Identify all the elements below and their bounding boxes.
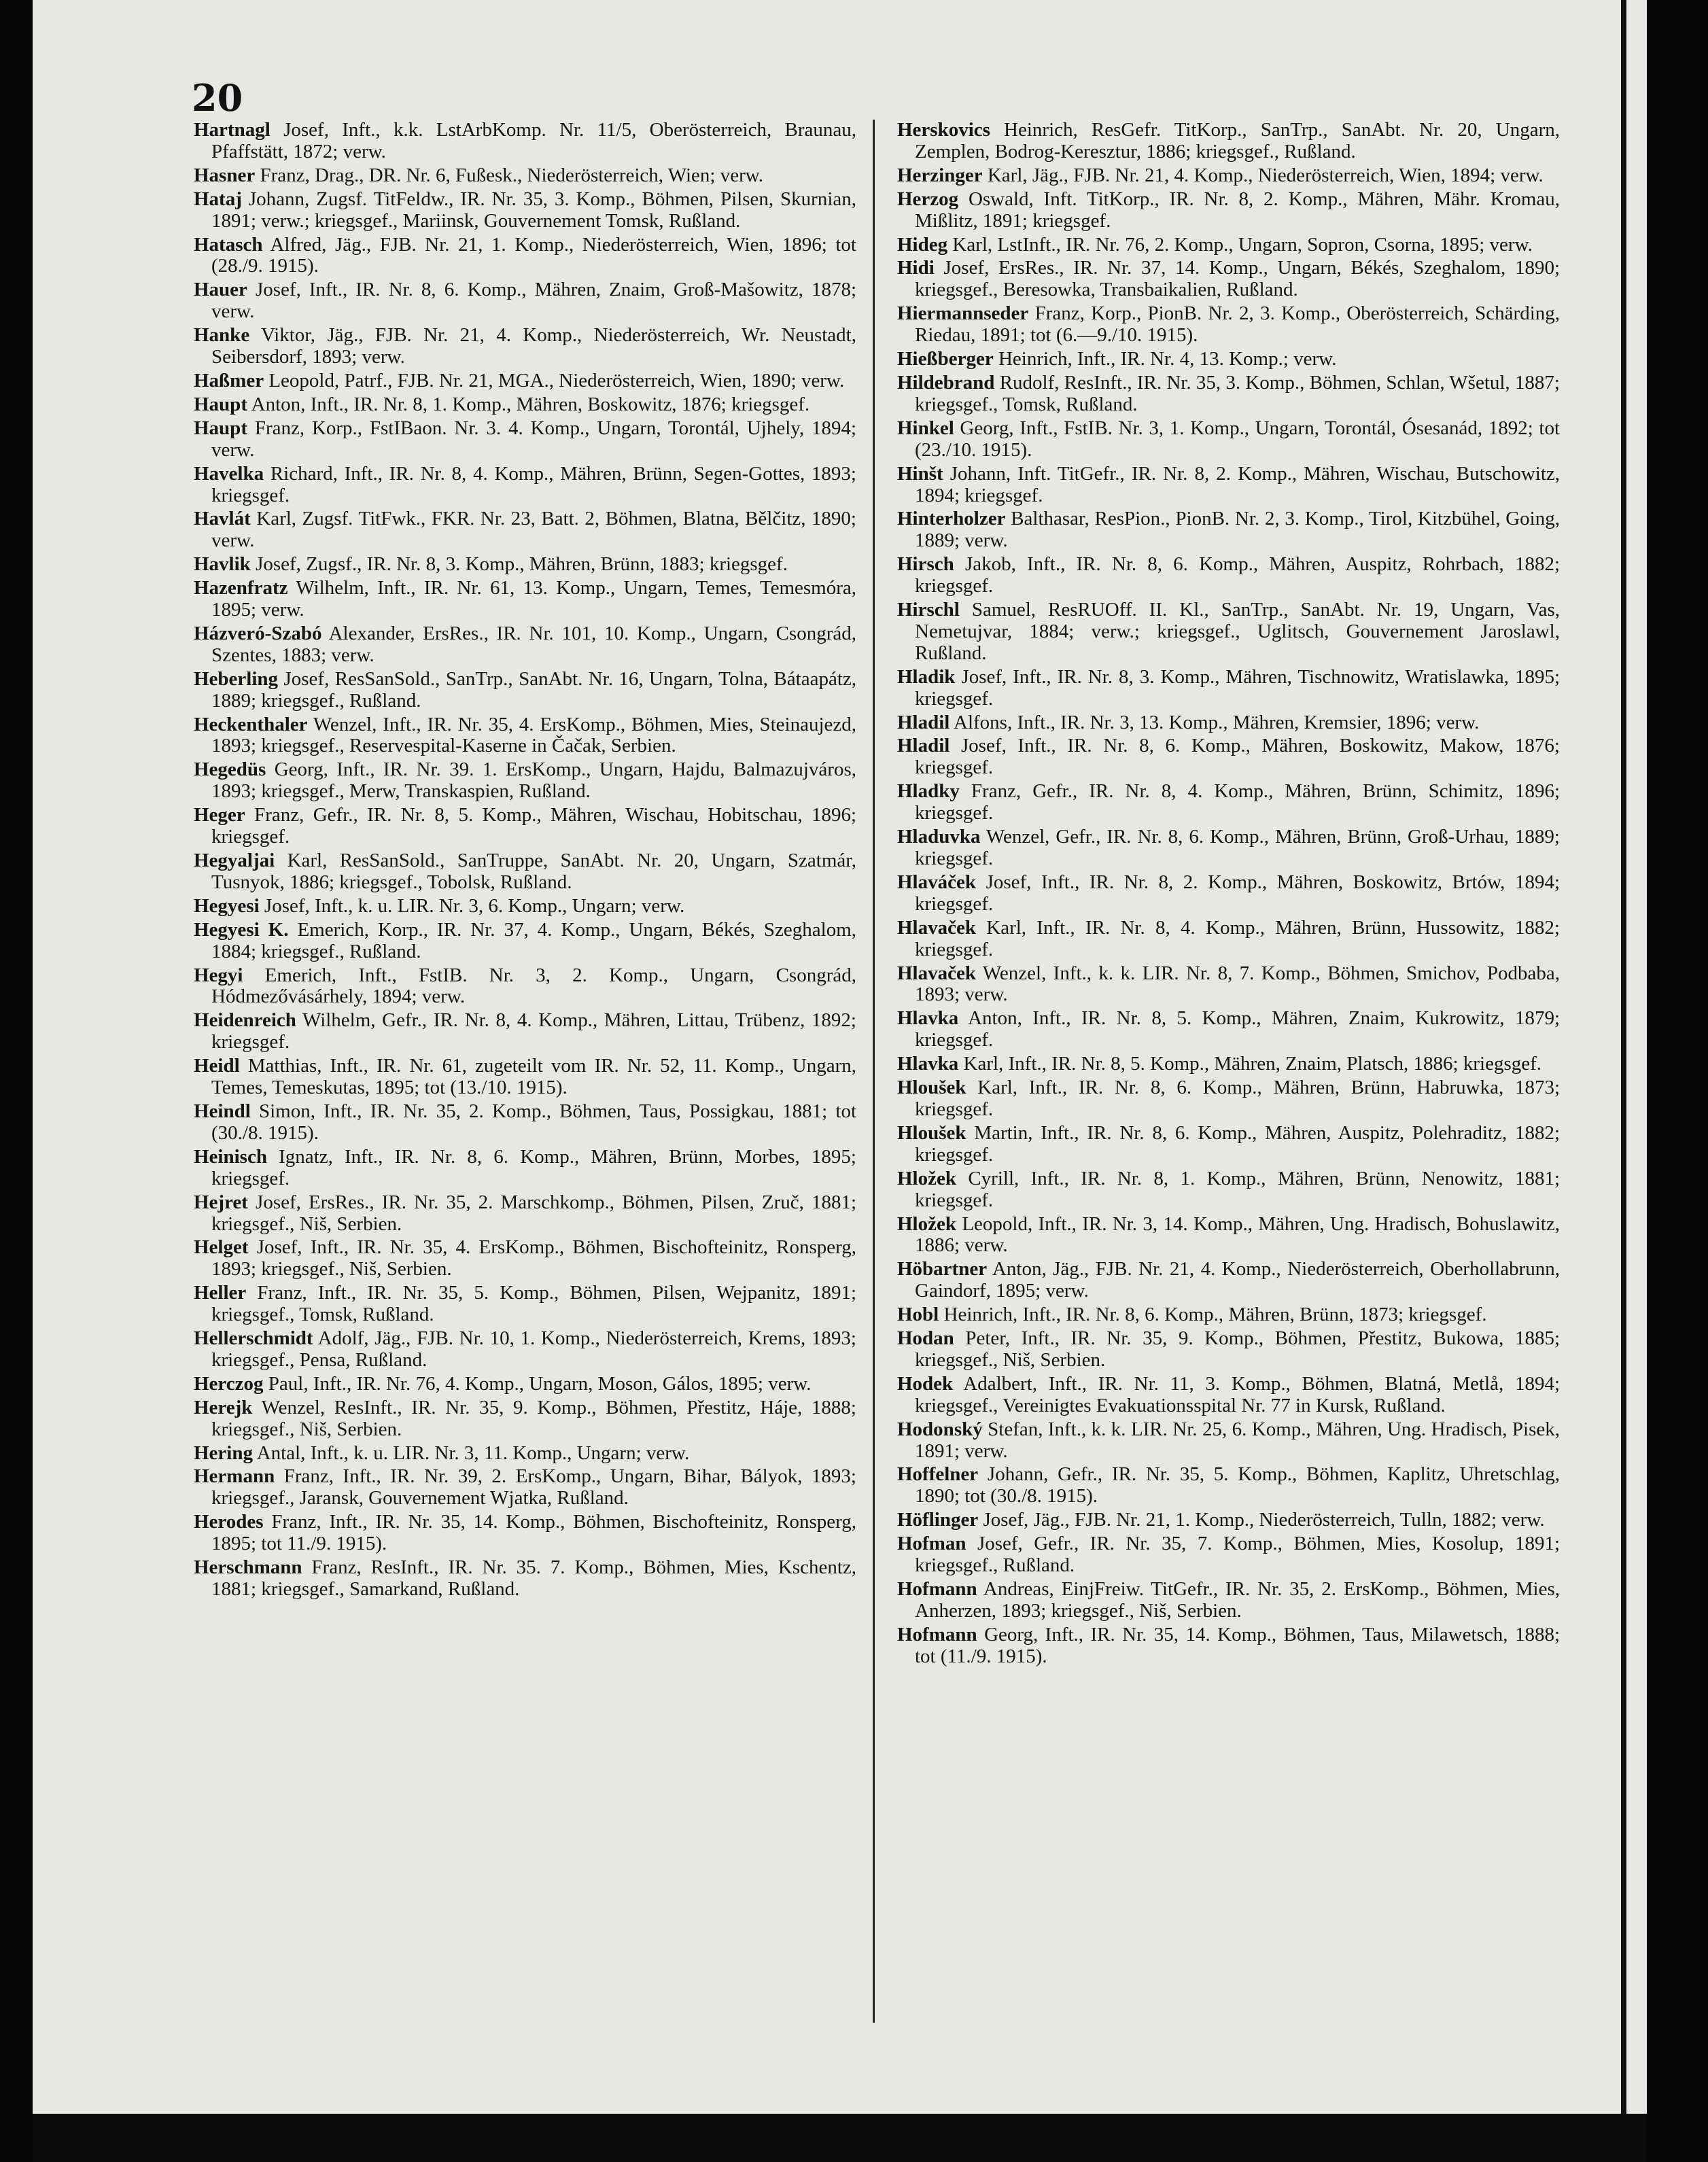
entry-surname: Höflinger — [897, 1509, 979, 1531]
entry-details: Adalbert, Inft., IR. Nr. 11, 3. Komp., Böhmen, Blatná, Metlå, 1894; kriegsgef., Vereinigtes Evakuationsspital Nr. 77 in Kursk, Rußland. — [915, 1372, 1560, 1416]
entry-details: Matthias, Inft., IR. Nr. 61, zugeteilt vom IR. Nr. 52, 11. Komp., Ungarn, Temes, Temeskutas, 1895; tot (13./10. 1915). — [211, 1055, 857, 1099]
entry-details: Wenzel, ResInft., IR. Nr. 35, 9. Komp., Böhmen, Přestitz, Háje, 1888; kriegsgef., Niš, Serbien. — [211, 1396, 856, 1440]
entry-details: Adolf, Jäg., FJB. Nr. 10, 1. Komp., Niederösterreich, Krems, 1893; kriegsgef., Pensa, Rußland. — [211, 1327, 856, 1371]
entry-surname: Hataj — [194, 188, 242, 210]
entry — [194, 1512, 856, 1555]
entry-surname: Hiermannseder — [897, 302, 1029, 325]
entry-surname: Herejk — [194, 1396, 253, 1418]
entry — [194, 370, 856, 392]
entry — [897, 599, 1560, 665]
entry — [897, 189, 1560, 232]
entry — [897, 1168, 1560, 1212]
entry-details: Alexander, ErsRes., IR. Nr. 101, 10. Komp., Ungarn, Csongrád, Szentes, 1883; verw. — [211, 622, 856, 666]
entry-surname: Havlik — [194, 553, 251, 576]
entry-details: Wilhelm, Inft., IR. Nr. 61, 13. Komp., Ungarn, Temes, Temesmóra, 1895; verw. — [211, 577, 856, 621]
entry-details: Josef, ErsRes., IR. Nr. 37, 14. Komp., Ungarn, Békés, Szeghalom, 1890; kriegsgef., Beresowka, Transbaikalien, Rußland. — [915, 257, 1561, 301]
entry-details: Karl, ResSanSold., SanTruppe, SanAbt. Nr. 20, Ungarn, Szatmár, Tusnyok, 1886; kriegsgef., Tobolsk, Rußland. — [211, 850, 857, 893]
entry — [194, 394, 856, 416]
entry — [897, 1123, 1560, 1166]
entry-details: Josef, Inft., k.k. LstArbKomp. Nr. 11/5, Oberösterreich, Braunau, Pfaffstätt, 1872; verw. — [211, 119, 857, 162]
entry-surname: Hinšt — [897, 462, 943, 485]
entry — [897, 303, 1560, 347]
entry — [194, 623, 856, 667]
entry-details: Emerich, Inft., FstIB. Nr. 3, 2. Komp., Ungarn, Csongrád, Hódmezővásárhely, 1894; verw. — [211, 964, 856, 1008]
entry-details: Franz, Drag., DR. Nr. 6, Fußesk., Niederösterreich, Wien; verw. — [260, 164, 764, 186]
entry — [897, 872, 1560, 916]
entry-details: Samuel, ResRUOff. II. Kl., SanTrp., SanAbt. Nr. 19, Ungarn, Vas, Nemetujvar, 1884; verw.; kriegsgef., Uglitsch, Gouvernement Jaroslawl, Rußland. — [915, 599, 1560, 664]
entry — [897, 349, 1560, 370]
entry-surname: Hellerschmidt — [194, 1327, 313, 1350]
entry-details: Georg, Inft., IR. Nr. 39. 1. ErsKomp., Ungarn, Hajdu, Balmazujváros, 1893; kriegsgef., Merw, Transkaspien, Rußland. — [211, 759, 857, 803]
entry-surname: Hlavka — [897, 1007, 959, 1030]
entry — [897, 667, 1560, 710]
entry-details: Oswald, Inft. TitKorp., IR. Nr. 8, 2. Komp., Mähren, Mähr. Kromau, Mißlitz, 1891; kriegsgef. — [915, 188, 1561, 232]
entry-details: Karl, Inft., IR. Nr. 8, 6. Komp., Mähren, Brünn, Habruwka, 1873; kriegsgef. — [915, 1077, 1560, 1120]
entry-surname: Hoffelner — [897, 1463, 979, 1486]
entry-surname: Haupt — [194, 393, 247, 415]
entry-surname: Hegedüs — [194, 759, 266, 781]
entry-details: Josef, Inft., IR. Nr. 8, 3. Komp., Mähren, Tischnowitz, Wratislawka, 1895; kriegsgef. — [915, 665, 1561, 710]
entry-surname: Hložek — [897, 1167, 956, 1189]
entry — [897, 464, 1560, 507]
entry-surname: Heberling — [194, 667, 279, 690]
entry — [194, 1101, 856, 1145]
entry — [194, 1237, 856, 1280]
entry — [194, 1374, 856, 1395]
entry-surname: Helget — [194, 1236, 249, 1259]
entry — [194, 965, 856, 1009]
entry-surname: Haupt — [194, 417, 247, 439]
entry-details: Simon, Inft., IR. Nr. 35, 2. Komp., Böhmen, Taus, Possigkau, 1881; tot (30./8. 1915). — [211, 1100, 856, 1144]
entry — [897, 781, 1560, 824]
entry-surname: Hobl — [897, 1304, 939, 1326]
entry-surname: Hejret — [194, 1191, 248, 1213]
entry-surname: Hinterholzer — [897, 508, 1006, 530]
entry-details: Wilhelm, Gefr., IR. Nr. 8, 4. Komp., Mähren, Littau, Trübenz, 1892; kriegsgef. — [211, 1009, 856, 1053]
entry-details: Peter, Inft., IR. Nr. 35, 9. Komp., Böhmen, Přestitz, Bukowa, 1885; kriegsgef., Niš, Serbien. — [915, 1327, 1560, 1371]
entry — [897, 712, 1560, 734]
entry-surname: Heidenreich — [194, 1009, 296, 1032]
entry-details: Karl, LstInft., IR. Nr. 76, 2. Komp., Ungarn, Sopron, Csorna, 1895; verw. — [952, 233, 1533, 256]
entry-details: Leopold, Patrf., FJB. Nr. 21, MGA., Niederösterreich, Wien, 1890; verw. — [268, 369, 845, 391]
entry-details: Josef, ResSanSold., SanTrp., SanAbt. Nr. 16, Ungarn, Tolna, Bátaapátz, 1889; kriegsgef., Rußland. — [211, 667, 857, 712]
entry — [897, 1374, 1560, 1417]
entry — [194, 1328, 856, 1372]
entry-surname: Hegyi — [194, 964, 243, 986]
entry-details: Josef, Inft., IR. Nr. 8, 2. Komp., Mähren, Boskowitz, Brtów, 1894; kriegsgef. — [915, 871, 1561, 915]
entry-surname: Heidl — [194, 1055, 240, 1077]
entry-details: Karl, Inft., IR. Nr. 8, 5. Komp., Mähren, Znaim, Platsch, 1886; kriegsgef. — [963, 1053, 1542, 1075]
entry-surname: Hodek — [897, 1372, 954, 1395]
entry — [897, 1510, 1560, 1531]
entry-surname: Hegyesi — [194, 894, 260, 917]
entry-surname: Hložek — [897, 1213, 956, 1235]
entry-surname: Haßmer — [194, 369, 264, 391]
entry — [897, 1259, 1560, 1302]
entry-surname: Herodes — [194, 1511, 264, 1533]
entry-details: Franz, Gefr., IR. Nr. 8, 4. Komp., Mähren, Brünn, Schimitz, 1896; kriegsgef. — [915, 780, 1561, 824]
entry-details: Josef, Inft., IR. Nr. 35, 4. ErsKomp., Böhmen, Bischofteinitz, Ronsperg, 1893; kriegsgef., Niš, Serbien. — [211, 1236, 856, 1280]
entry — [897, 963, 1560, 1007]
entry-details: Stefan, Inft., k. k. LIR. Nr. 25, 6. Komp., Mähren, Ung. Hradisch, Pisek, 1891; verw. — [915, 1418, 1560, 1462]
entry — [194, 234, 856, 278]
entry-surname: Hlavaček — [897, 962, 976, 984]
entry — [897, 1214, 1560, 1257]
entry-surname: Herzinger — [897, 164, 983, 186]
entry-surname: Hirschl — [897, 599, 960, 621]
entry-surname: Hladuvka — [897, 826, 981, 848]
left-column — [194, 120, 856, 1603]
entry-details: Heinrich, ResGefr. TitKorp., SanTrp., SanAbt. Nr. 20, Ungarn, Zemplen, Bodrog-Keresztur, 1886; kriegsgef., Rußland. — [915, 119, 1560, 162]
entry-details: Karl, Zugsf. TitFwk., FKR. Nr. 23, Batt. 2, Böhmen, Blatna, Bělčitz, 1890; verw. — [211, 508, 856, 552]
entry-details: Heinrich, Inft., IR. Nr. 8, 6. Komp., Mähren, Brünn, 1873; kriegsgef. — [943, 1304, 1487, 1326]
entry-surname: Hofmann — [897, 1578, 977, 1600]
entry-surname: Havlát — [194, 508, 251, 530]
entry-details: Wenzel, Gefr., IR. Nr. 8, 6. Komp., Mähren, Brünn, Groß-Urhau, 1889; kriegsgef. — [915, 826, 1560, 869]
entry-details: Jakob, Inft., IR. Nr. 8, 6. Komp., Mähren, Auspitz, Rohrbach, 1882; kriegsgef. — [915, 553, 1561, 597]
entry-surname: Heckenthaler — [194, 713, 308, 735]
entry-surname: Hofmann — [897, 1623, 977, 1645]
entry-details: Heinrich, Inft., IR. Nr. 4, 13. Komp.; verw. — [998, 348, 1337, 370]
entry-surname: Hlaváček — [897, 871, 976, 893]
entry-surname: Házveró-Szabó — [194, 622, 322, 644]
entry — [194, 1010, 856, 1053]
entry — [194, 165, 856, 187]
entry-details: Balthasar, ResPion., PionB. Nr. 2, 3. Komp., Tirol, Kitzbühel, Going, 1889; verw. — [915, 508, 1560, 552]
entry-details: Josef, Gefr., IR. Nr. 35, 7. Komp., Böhmen, Mies, Kosolup, 1891; kriegsgef., Rußland. — [915, 1533, 1560, 1577]
entry — [897, 372, 1560, 416]
entry — [194, 805, 856, 848]
entry-surname: Hermann — [194, 1465, 275, 1488]
entry-surname: Heger — [194, 804, 245, 826]
entry-details: Andreas, EinjFreiw. TitGefr., IR. Nr. 35, 2. ErsKomp., Böhmen, Mies, Anherzen, 1893; kriegsgef., Niš, Serbien. — [915, 1578, 1560, 1622]
entry-details: Karl, Inft., IR. Nr. 8, 4. Komp., Mähren, Brünn, Hussowitz, 1882; kriegsgef. — [915, 916, 1560, 960]
entry-surname: Hegyesi K. — [194, 918, 289, 941]
entry — [897, 1328, 1560, 1372]
entry-surname: Hlavaček — [897, 916, 976, 939]
entry-details: Antal, Inft., k. u. LIR. Nr. 3, 11. Komp., Ungarn; verw. — [256, 1442, 690, 1464]
entry-details: Johann, Zugsf. TitFeldw., IR. Nr. 35, 3. Komp., Böhmen, Pilsen, Skurnian, 1891; verw.; kriegsgef., Mariinsk, Gouvernement Tomsk, Rußland. — [211, 188, 856, 232]
entry-surname: Hirsch — [897, 553, 954, 576]
entry — [194, 1443, 856, 1465]
entry — [897, 1419, 1560, 1463]
entry — [897, 1464, 1560, 1507]
entry — [194, 578, 856, 621]
entry — [194, 279, 856, 323]
entry-details: Viktor, Jäg., FJB. Nr. 21, 4. Komp., Niederösterreich, Wr. Neustadt, Seibersdorf, 1893; verw. — [211, 324, 856, 368]
right-column — [897, 120, 1560, 1670]
entry-details: Anton, Inft., IR. Nr. 8, 1. Komp., Mähren, Boskowitz, 1876; kriegsgef. — [251, 393, 810, 415]
entry-details: Franz, Inft., IR. Nr. 39, 2. ErsKomp., Ungarn, Bihar, Bályok, 1893; kriegsgef., Jaransk, Gouvernement Wjatka, Rußland. — [211, 1465, 856, 1510]
entry-details: Paul, Inft., IR. Nr. 76, 4. Komp., Ungarn, Moson, Gálos, 1895; verw. — [268, 1372, 812, 1395]
entry — [194, 1397, 856, 1441]
entry-details: Franz, Korp., PionB. Nr. 2, 3. Komp., Oberösterreich, Schärding, Riedau, 1891; tot (6.—9./10. 1915). — [915, 302, 1560, 347]
entry — [897, 418, 1560, 461]
entry — [897, 258, 1560, 301]
entry-surname: Heinisch — [194, 1145, 267, 1168]
entry-details: Josef, Zugsf., IR. Nr. 8, 3. Komp., Mähren, Brünn, 1883; kriegsgef. — [256, 553, 788, 576]
entry-surname: Hildebrand — [897, 371, 995, 394]
entry-surname: Herzog — [897, 188, 959, 210]
entry-surname: Heindl — [194, 1100, 251, 1122]
entry-surname: Hießberger — [897, 348, 994, 370]
entry — [897, 826, 1560, 870]
entry-details: Georg, Inft., FstIB. Nr. 3, 1. Komp., Ungarn, Torontál, Ósesanád, 1892; tot (23./10. 1915). — [915, 417, 1560, 461]
entry — [897, 1579, 1560, 1622]
entry-surname: Hazenfratz — [194, 577, 288, 599]
entry — [194, 554, 856, 576]
entry — [897, 508, 1560, 552]
entry-surname: Hofman — [897, 1533, 966, 1555]
entry-surname: Hideg — [897, 233, 948, 256]
entry-details: Cyrill, Inft., IR. Nr. 8, 1. Komp., Mähren, Brünn, Nenowitz, 1881; kriegsgef. — [915, 1167, 1561, 1211]
entry-details: Alfons, Inft., IR. Nr. 3, 13. Komp., Mähren, Kremsier, 1896; verw. — [954, 711, 1480, 733]
entry — [194, 1056, 856, 1099]
entry — [194, 1557, 856, 1601]
entry-surname: Hodan — [897, 1327, 954, 1350]
entry-details: Leopold, Inft., IR. Nr. 3, 14. Komp., Mähren, Ung. Hradisch, Bohuslawitz, 1886; verw. — [915, 1213, 1560, 1257]
entry-details: Josef, Inft., IR. Nr. 8, 6. Komp., Mähren, Znaim, Groß-Mašowitz, 1878; verw. — [211, 279, 856, 323]
entry — [194, 1466, 856, 1510]
entry-surname: Hinkel — [897, 417, 954, 439]
entry — [897, 1008, 1560, 1051]
entry — [194, 508, 856, 552]
entry-surname: Hlavka — [897, 1053, 959, 1075]
entry-surname: Hloušek — [897, 1077, 966, 1099]
entry-details: Johann, Gefr., IR. Nr. 35, 5. Komp., Böhmen, Kaplitz, Uhretschlag, 1890; tot (30./8. 1915). — [915, 1463, 1561, 1507]
scan-shadow — [33, 2114, 1647, 2162]
entry — [897, 234, 1560, 256]
entry — [897, 165, 1560, 187]
entry-surname: Hladky — [897, 780, 960, 803]
entry — [194, 189, 856, 232]
entry-details: Franz, Gefr., IR. Nr. 8, 5. Komp., Mähren, Wischau, Hobitschau, 1896; kriegsgef. — [211, 804, 857, 848]
entry-details: Franz, Korp., FstIBaon. Nr. 3. 4. Komp., Ungarn, Torontál, Ujhely, 1894; verw. — [211, 417, 857, 461]
entry-details: Franz, Inft., IR. Nr. 35, 14. Komp., Böhmen, Bischofteinitz, Ronsperg, 1895; tot 11./9. 1915). — [211, 1511, 856, 1555]
entry — [194, 669, 856, 712]
entry-details: Emerich, Korp., IR. Nr. 37, 4. Komp., Ungarn, Békés, Szeghalom, 1884; kriegsgef., Rußland. — [211, 918, 857, 962]
entry-surname: Havelka — [194, 462, 264, 485]
entry-surname: Herschmann — [194, 1556, 302, 1579]
entry-surname: Hodonský — [897, 1418, 983, 1440]
entry — [194, 325, 856, 368]
entry-surname: Herskovics — [897, 119, 990, 141]
binding-edge — [1621, 0, 1626, 2114]
entry-details: Josef, Inft., k. u. LIR. Nr. 3, 6. Komp., Ungarn; verw. — [264, 894, 685, 917]
entry — [194, 896, 856, 918]
entry — [194, 920, 856, 963]
entry — [194, 850, 856, 894]
entry — [194, 1283, 856, 1326]
entry-surname: Hasner — [194, 164, 256, 186]
column-divider — [873, 120, 875, 2023]
entry-details: Franz, Inft., IR. Nr. 35, 5. Komp., Böhmen, Pilsen, Wejpanitz, 1891; kriegsgef., Tomsk, Rußland. — [211, 1282, 856, 1326]
entry-surname: Heller — [194, 1282, 247, 1304]
entry-surname: Hladil — [897, 711, 950, 733]
entry — [897, 120, 1560, 163]
entry — [897, 1053, 1560, 1075]
entry-details: Josef, Jäg., FJB. Nr. 21, 1. Komp., Niederösterreich, Tulln, 1882; verw. — [983, 1509, 1545, 1531]
entry-surname: Hartnagl — [194, 119, 271, 141]
entry-details: Anton, Inft., IR. Nr. 8, 5. Komp., Mähren, Znaim, Kukrowitz, 1879; kriegsgef. — [915, 1007, 1560, 1051]
entry-surname: Hauer — [194, 279, 247, 301]
entry-surname: Hegyaljai — [194, 850, 275, 871]
entry-surname: Höbartner — [897, 1258, 988, 1280]
entry — [897, 1077, 1560, 1121]
entry-details: Franz, ResInft., IR. Nr. 35. 7. Komp., Böhmen, Mies, Kschentz, 1881; kriegsgef., Samarkand, Rußland. — [211, 1556, 857, 1600]
entry — [897, 1624, 1560, 1668]
entry-details: Anton, Jäg., FJB. Nr. 21, 4. Komp., Niederösterreich, Oberhollabrunn, Gaindorf, 1895; verw. — [915, 1258, 1560, 1302]
entry-details: Wenzel, Inft., k. k. LIR. Nr. 8, 7. Komp., Böhmen, Smichov, Podbaba, 1893; verw. — [915, 962, 1560, 1006]
entry — [194, 714, 856, 758]
entry-surname: Hladik — [897, 665, 956, 688]
entry — [194, 1147, 856, 1190]
entry-details: Rudolf, ResInft., IR. Nr. 35, 3. Komp., Böhmen, Schlan, Wšetul, 1887; kriegsgef., Tomsk, Rußland. — [915, 371, 1560, 415]
entry-details: Josef, ErsRes., IR. Nr. 35, 2. Marschkomp., Böhmen, Pilsen, Zruč, 1881; kriegsgef., Niš, Serbien. — [211, 1191, 857, 1235]
entry — [194, 1192, 856, 1236]
entry — [897, 735, 1560, 779]
entry — [897, 918, 1560, 961]
entry-details: Wenzel, Inft., IR. Nr. 35, 4. ErsKomp., Böhmen, Mies, Steinaujezd, 1893; kriegsgef., Reservespital-Kaserne in Čačak, Serbien. — [211, 713, 857, 757]
entry-surname: Herczog — [194, 1372, 264, 1395]
entry-details: Georg, Inft., IR. Nr. 35, 14. Komp., Böhmen, Taus, Milawetsch, 1888; tot (11./9. 1915). — [915, 1623, 1560, 1667]
entry-surname: Hladil — [897, 735, 950, 757]
entry-details: Josef, Inft., IR. Nr. 8, 6. Komp., Mähren, Boskowitz, Makow, 1876; kriegsgef. — [915, 735, 1560, 779]
entry-details: Richard, Inft., IR. Nr. 8, 4. Komp., Mähren, Brünn, Segen-Gottes, 1893; kriegsgef. — [211, 462, 856, 506]
entry-surname: Hering — [194, 1442, 253, 1464]
entry-surname: Hidi — [897, 257, 935, 279]
entry-surname: Hloušek — [897, 1121, 966, 1144]
entry-details: Karl, Jäg., FJB. Nr. 21, 4. Komp., Niederösterreich, Wien, 1894; verw. — [987, 164, 1544, 186]
entry — [194, 418, 856, 461]
entry-details: Martin, Inft., IR. Nr. 8, 6. Komp., Mähren, Auspitz, Polehraditz, 1882; kriegsgef. — [915, 1121, 1560, 1166]
entry-details: Johann, Inft. TitGefr., IR. Nr. 8, 2. Komp., Mähren, Wischau, Butschowitz, 1894; kriegsgef. — [915, 462, 1560, 506]
entry-details: Ignatz, Inft., IR. Nr. 8, 6. Komp., Mähren, Brünn, Morbes, 1895; kriegsgef. — [211, 1145, 856, 1189]
entry — [194, 464, 856, 507]
entry — [897, 1533, 1560, 1577]
entry-surname: Hatasch — [194, 233, 263, 256]
entry — [194, 120, 856, 163]
entry-surname: Hanke — [194, 324, 250, 347]
entry — [194, 759, 856, 803]
page-number: 20 — [192, 76, 243, 120]
entry-details: Alfred, Jäg., FJB. Nr. 21, 1. Komp., Niederösterreich, Wien, 1896; tot (28./9. 1915). — [211, 233, 856, 277]
entry — [897, 554, 1560, 597]
entry — [897, 1304, 1560, 1326]
